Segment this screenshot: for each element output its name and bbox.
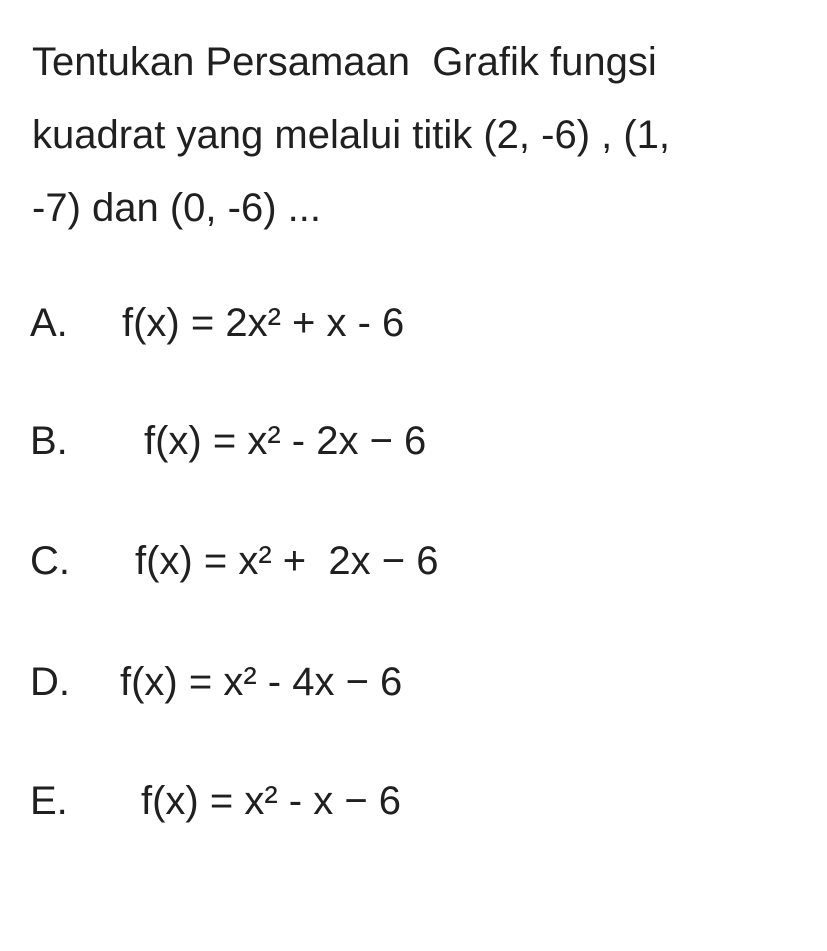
option-d[interactable] (30, 652, 403, 712)
option-letter: D. (30, 660, 70, 704)
option-formula: f(x) = 2x² + x - 6 (122, 301, 405, 345)
question-line: Tentukan Persamaan Grafik fungsi (32, 40, 657, 84)
question-text (32, 26, 802, 245)
option-letter: E. (30, 779, 68, 823)
option-c[interactable] (30, 531, 439, 591)
option-a[interactable] (30, 293, 405, 353)
question-line: -7) dan (0, -6) ... (32, 186, 321, 230)
option-letter: B. (30, 419, 68, 463)
option-formula: f(x) = x² + 2x − 6 (135, 539, 439, 583)
option-formula: f(x) = x² - 2x − 6 (144, 419, 427, 463)
option-formula: f(x) = x² - 4x − 6 (120, 660, 403, 704)
option-formula: f(x) = x² - x − 6 (141, 779, 402, 823)
option-letter: C. (30, 539, 70, 583)
question-line: kuadrat yang melalui titik (2, -6) , (1, (32, 113, 671, 157)
option-e[interactable] (30, 771, 402, 831)
option-b[interactable] (30, 411, 427, 471)
option-letter: A. (30, 301, 68, 345)
